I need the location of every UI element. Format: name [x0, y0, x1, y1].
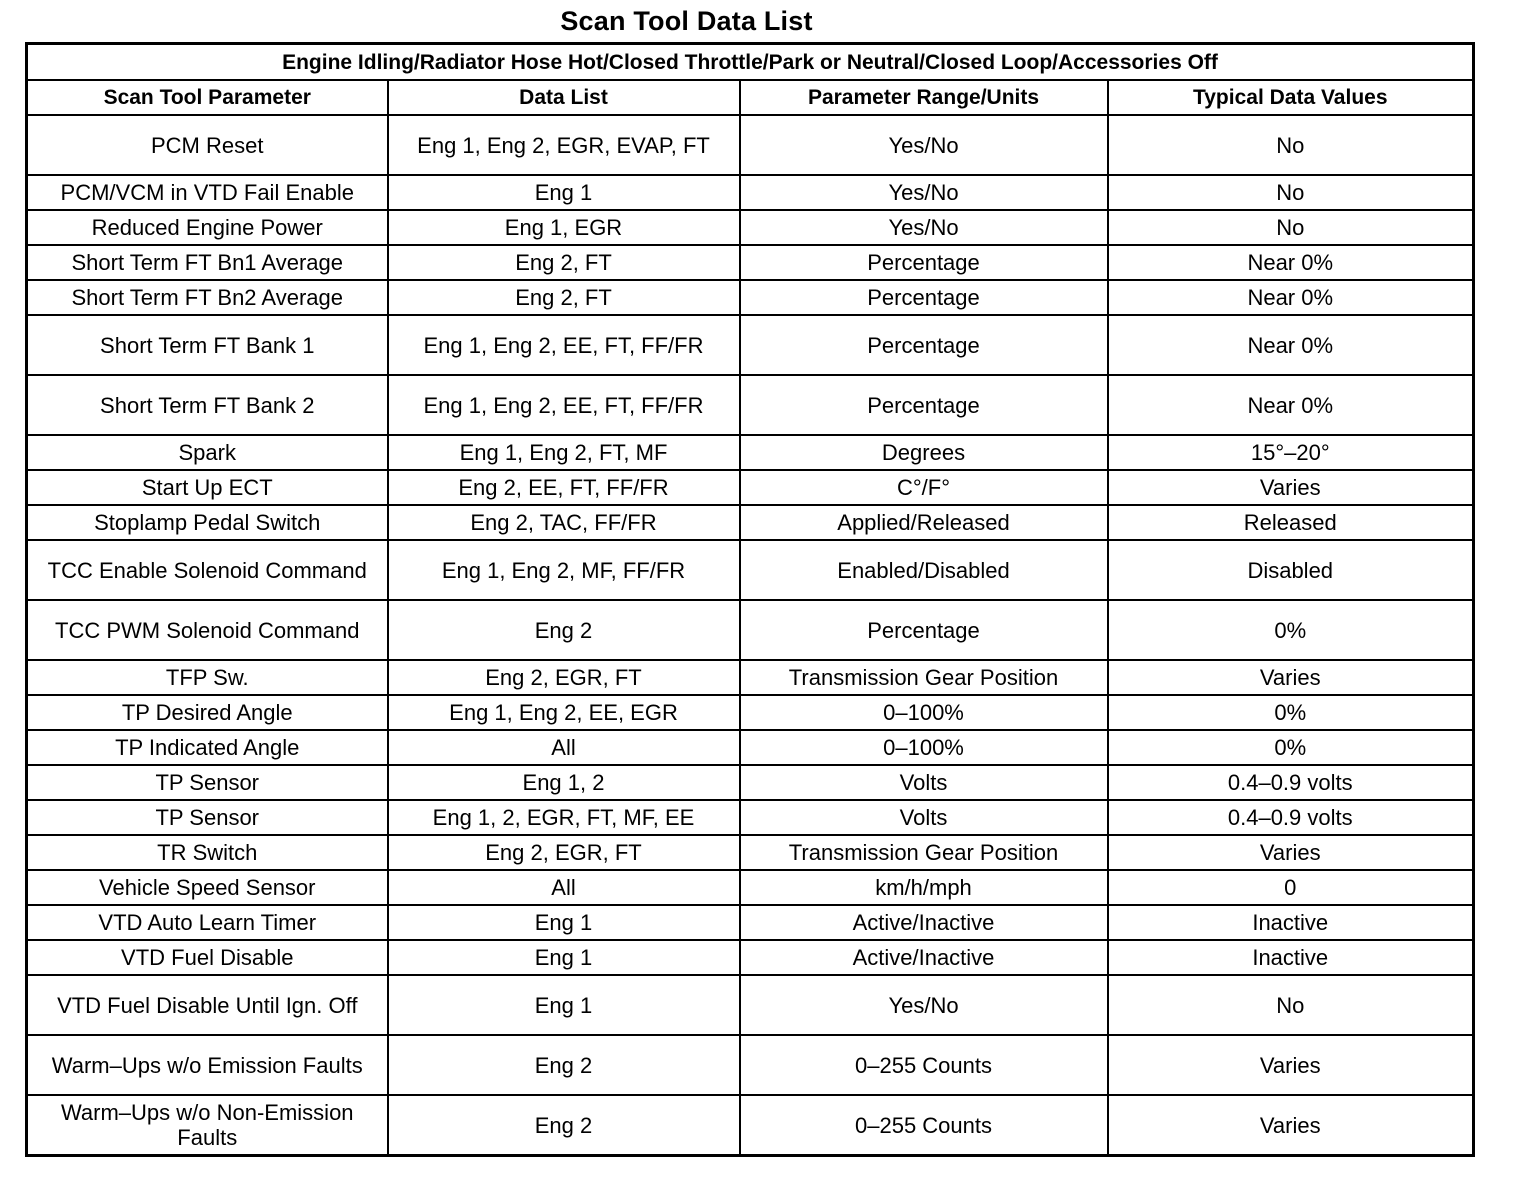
table-row [27, 505, 1474, 540]
cell-parameter: TP Indicated Angle [27, 730, 388, 765]
cell-typical-value: Near 0% [1108, 375, 1474, 435]
cell-typical-value: No [1108, 975, 1474, 1035]
cell-typical-value: Varies [1108, 470, 1474, 505]
cell-typical-value: Near 0% [1108, 280, 1474, 315]
cell-range-units: 0–100% [740, 695, 1108, 730]
cell-parameter: VTD Fuel Disable Until Ign. Off [27, 975, 388, 1035]
cell-range-units: Percentage [740, 375, 1108, 435]
condition-header: Engine Idling/Radiator Hose Hot/Closed Throttle/Park or Neutral/Closed Loop/Accessories Off [27, 44, 1474, 81]
cell-typical-value: 0 [1108, 870, 1474, 905]
cell-typical-value: 0% [1108, 695, 1474, 730]
cell-data-list: Eng 1, Eng 2, FT, MF [388, 435, 740, 470]
cell-typical-value: No [1108, 210, 1474, 245]
cell-data-list: Eng 1, Eng 2, EGR, EVAP, FT [388, 115, 740, 175]
cell-data-list: Eng 1, Eng 2, MF, FF/FR [388, 540, 740, 600]
cell-parameter: TP Desired Angle [27, 695, 388, 730]
cell-parameter: PCM Reset [27, 115, 388, 175]
table-row [27, 315, 1474, 375]
cell-range-units: Active/Inactive [740, 940, 1108, 975]
cell-typical-value: 0% [1108, 730, 1474, 765]
cell-range-units: Percentage [740, 600, 1108, 660]
cell-parameter: Warm–Ups w/o Non-Emission Faults [27, 1095, 388, 1156]
cell-typical-value: Varies [1108, 1095, 1474, 1156]
cell-data-list: Eng 2, FT [388, 245, 740, 280]
cell-data-list: Eng 1 [388, 940, 740, 975]
cell-range-units: Transmission Gear Position [740, 835, 1108, 870]
cell-data-list: All [388, 730, 740, 765]
cell-range-units: Percentage [740, 315, 1108, 375]
cell-data-list: Eng 2 [388, 1035, 740, 1095]
table-row [27, 175, 1474, 210]
cell-range-units: 0–255 Counts [740, 1095, 1108, 1156]
table-row [27, 540, 1474, 600]
table-body [27, 115, 1474, 1156]
cell-parameter: TCC PWM Solenoid Command [27, 600, 388, 660]
cell-range-units: Transmission Gear Position [740, 660, 1108, 695]
cell-range-units: Applied/Released [740, 505, 1108, 540]
cell-typical-value: 0.4–0.9 volts [1108, 765, 1474, 800]
cell-parameter: Stoplamp Pedal Switch [27, 505, 388, 540]
cell-parameter: PCM/VCM in VTD Fail Enable [27, 175, 388, 210]
cell-typical-value: Varies [1108, 660, 1474, 695]
cell-typical-value: Near 0% [1108, 315, 1474, 375]
cell-data-list: Eng 2, EGR, FT [388, 660, 740, 695]
cell-typical-value: Disabled [1108, 540, 1474, 600]
table-row [27, 800, 1474, 835]
cell-parameter: TP Sensor [27, 765, 388, 800]
cell-data-list: Eng 2, FT [388, 280, 740, 315]
table-row [27, 1035, 1474, 1095]
cell-parameter: TCC Enable Solenoid Command [27, 540, 388, 600]
cell-data-list: Eng 2 [388, 1095, 740, 1156]
cell-data-list: All [388, 870, 740, 905]
cell-typical-value: Inactive [1108, 905, 1474, 940]
cell-data-list: Eng 1 [388, 175, 740, 210]
cell-typical-value: Varies [1108, 1035, 1474, 1095]
cell-parameter: TP Sensor [27, 800, 388, 835]
cell-range-units: C°/F° [740, 470, 1108, 505]
column-header-range-units: Parameter Range/Units [740, 80, 1108, 115]
table-row [27, 835, 1474, 870]
cell-range-units: km/h/mph [740, 870, 1108, 905]
cell-range-units: Percentage [740, 280, 1108, 315]
table-row [27, 765, 1474, 800]
column-header-parameter: Scan Tool Parameter [27, 80, 388, 115]
cell-parameter: Short Term FT Bank 1 [27, 315, 388, 375]
cell-parameter: Short Term FT Bn2 Average [27, 280, 388, 315]
cell-range-units: Degrees [740, 435, 1108, 470]
cell-parameter: Short Term FT Bn1 Average [27, 245, 388, 280]
table-row [27, 730, 1474, 765]
cell-range-units: Volts [740, 765, 1108, 800]
cell-typical-value: Varies [1108, 835, 1474, 870]
cell-typical-value: 0.4–0.9 volts [1108, 800, 1474, 835]
table-row [27, 210, 1474, 245]
table-row [27, 375, 1474, 435]
cell-data-list: Eng 1, 2 [388, 765, 740, 800]
cell-data-list: Eng 1 [388, 905, 740, 940]
table-row [27, 600, 1474, 660]
cell-range-units: Enabled/Disabled [740, 540, 1108, 600]
column-header-row [27, 80, 1474, 115]
cell-range-units: Yes/No [740, 115, 1108, 175]
cell-data-list: Eng 2, TAC, FF/FR [388, 505, 740, 540]
cell-parameter: Warm–Ups w/o Emission Faults [27, 1035, 388, 1095]
cell-data-list: Eng 1, Eng 2, EE, FT, FF/FR [388, 315, 740, 375]
condition-row [27, 44, 1474, 81]
table-row [27, 1095, 1474, 1156]
cell-range-units: Percentage [740, 245, 1108, 280]
table-row [27, 870, 1474, 905]
cell-data-list: Eng 1 [388, 975, 740, 1035]
table-row [27, 695, 1474, 730]
table-row [27, 660, 1474, 695]
cell-range-units: 0–255 Counts [740, 1035, 1108, 1095]
cell-parameter: VTD Auto Learn Timer [27, 905, 388, 940]
cell-parameter: Start Up ECT [27, 470, 388, 505]
table-row [27, 470, 1474, 505]
cell-data-list: Eng 1, 2, EGR, FT, MF, EE [388, 800, 740, 835]
cell-data-list: Eng 2, EE, FT, FF/FR [388, 470, 740, 505]
cell-data-list: Eng 1, EGR [388, 210, 740, 245]
column-header-data-list: Data List [388, 80, 740, 115]
table-row [27, 905, 1474, 940]
cell-parameter: Short Term FT Bank 2 [27, 375, 388, 435]
scan-tool-data-table [25, 42, 1475, 1157]
cell-data-list: Eng 2, EGR, FT [388, 835, 740, 870]
table-row [27, 280, 1474, 315]
cell-data-list: Eng 1, Eng 2, EE, FT, FF/FR [388, 375, 740, 435]
cell-typical-value: Inactive [1108, 940, 1474, 975]
column-header-typical-values: Typical Data Values [1108, 80, 1474, 115]
cell-typical-value: Released [1108, 505, 1474, 540]
cell-range-units: Yes/No [740, 175, 1108, 210]
cell-parameter: Spark [27, 435, 388, 470]
cell-typical-value: No [1108, 175, 1474, 210]
cell-parameter: VTD Fuel Disable [27, 940, 388, 975]
cell-range-units: Volts [740, 800, 1108, 835]
cell-data-list: Eng 1, Eng 2, EE, EGR [388, 695, 740, 730]
cell-typical-value: 0% [1108, 600, 1474, 660]
cell-parameter: Vehicle Speed Sensor [27, 870, 388, 905]
cell-range-units: Yes/No [740, 975, 1108, 1035]
cell-range-units: Yes/No [740, 210, 1108, 245]
cell-typical-value: 15°–20° [1108, 435, 1474, 470]
table-row [27, 940, 1474, 975]
cell-typical-value: Near 0% [1108, 245, 1474, 280]
table-row [27, 115, 1474, 175]
table-row [27, 975, 1474, 1035]
table-row [27, 245, 1474, 280]
cell-parameter: TFP Sw. [27, 660, 388, 695]
table-row [27, 435, 1474, 470]
page-title: Scan Tool Data List [560, 6, 813, 36]
cell-range-units: 0–100% [740, 730, 1108, 765]
cell-range-units: Active/Inactive [740, 905, 1108, 940]
cell-parameter: TR Switch [27, 835, 388, 870]
cell-parameter: Reduced Engine Power [27, 210, 388, 245]
cell-typical-value: No [1108, 115, 1474, 175]
cell-data-list: Eng 2 [388, 600, 740, 660]
